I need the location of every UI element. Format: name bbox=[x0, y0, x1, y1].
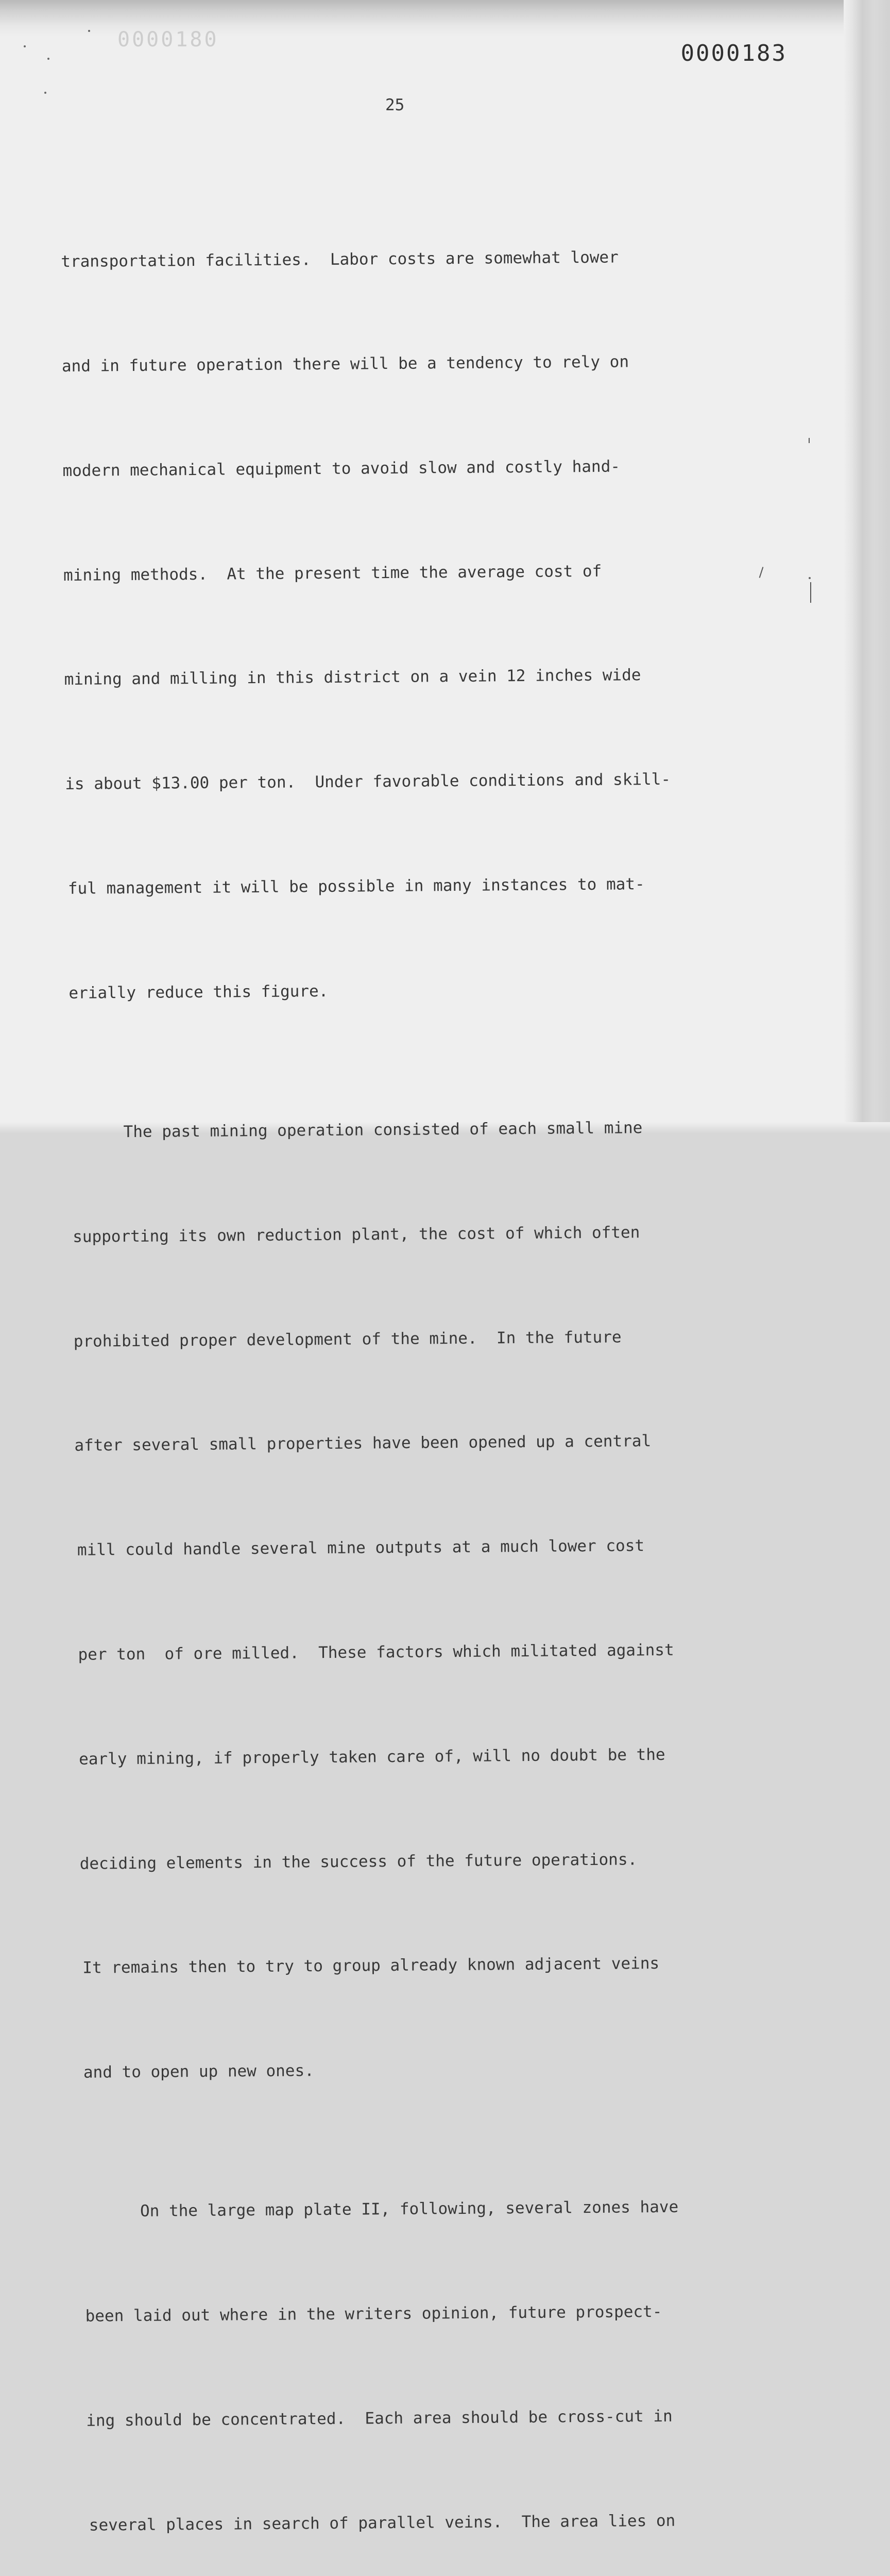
text-line: ful management it will be possible in many instances to mat- bbox=[67, 875, 645, 898]
text-line: mining and milling in this district on a vein 12 inches wide bbox=[64, 666, 641, 689]
text-line: On the large map plate II, following, several zones have bbox=[140, 2198, 679, 2221]
text-line: supporting its own reduction plant, the cost of which often bbox=[73, 1223, 640, 1246]
text-line: after several small properties have been opened up a central bbox=[74, 1432, 652, 1455]
text-line: modern mechanical equipment to avoid slow and costly hand- bbox=[62, 457, 621, 480]
text-line: early mining, if properly taken care of, will no doubt be the bbox=[79, 1745, 665, 1769]
scan-speck bbox=[809, 577, 811, 579]
margin-mark bbox=[810, 582, 811, 603]
text-line: mill could handle several mine outputs at a much lower cost bbox=[77, 1536, 645, 1560]
text-line: erially reduce this figure. bbox=[69, 981, 329, 1003]
text-line: been laid out where in the writers opinion, future prospect- bbox=[85, 2302, 662, 2326]
text-line: transportation facilities. Labor costs are somewhat lower bbox=[61, 248, 619, 272]
scan-speck bbox=[47, 58, 49, 60]
text-line: and in future operation there will be a tendency to rely on bbox=[61, 352, 629, 376]
scan-shadow-right bbox=[844, 0, 890, 1133]
ghost-document-number: 0000180 bbox=[117, 28, 219, 52]
text-line: mining methods. At the present time the average cost of bbox=[63, 562, 602, 585]
text-line: and to open up new ones. bbox=[83, 2061, 314, 2082]
scan-speck bbox=[24, 45, 26, 47]
text-line: ing should be concentrated. Each area should be cross-cut in bbox=[86, 2406, 673, 2430]
text-line: prohibited proper development of the mine. In the future bbox=[73, 1328, 622, 1351]
margin-mark bbox=[759, 567, 764, 578]
scan-speck bbox=[44, 92, 46, 94]
page-number: 25 bbox=[385, 96, 405, 114]
scan-speck bbox=[88, 30, 90, 32]
typed-body-text bbox=[60, 170, 752, 2576]
text-line: per ton of ore milled. These factors which militated against bbox=[78, 1640, 674, 1664]
text-line: is about $13.00 per ton. Under favorable conditions and skill- bbox=[65, 770, 671, 794]
text-line: It remains then to try to group already known adjacent veins bbox=[82, 1954, 660, 1978]
margin-mark bbox=[809, 438, 810, 443]
text-line: deciding elements in the success of the future operations. bbox=[79, 1850, 638, 1873]
text-line: several places in search of parallel veins. The area lies on bbox=[89, 2511, 676, 2535]
document-number: 0000183 bbox=[680, 40, 787, 66]
text-line: The past mining operation consisted of each small mine bbox=[123, 1118, 643, 1142]
